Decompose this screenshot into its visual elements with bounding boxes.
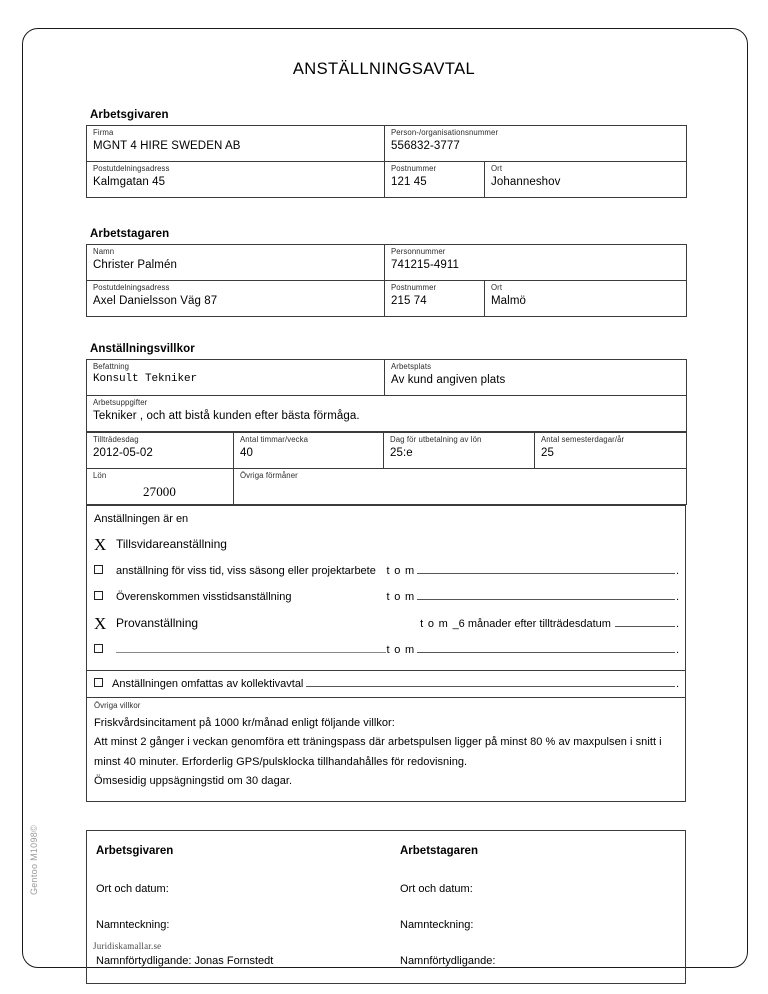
collective-fill-line[interactable] <box>306 677 675 687</box>
table-row <box>87 162 687 198</box>
footer-source: Juridiskamallar.se <box>93 941 162 951</box>
employer-place-date[interactable]: Ort och datum: <box>96 883 169 896</box>
tom-label: t o m <box>420 618 449 631</box>
startdate-label: Tillträdesdag <box>93 435 139 444</box>
startdate-value: 2012-05-02 <box>93 446 153 459</box>
employer-postcode-value: 121 45 <box>391 175 427 188</box>
tom-period: . <box>675 591 679 604</box>
tom-fill-line[interactable] <box>417 564 675 574</box>
duties-label: Arbetsuppgifter <box>93 398 148 407</box>
hours-cell <box>234 433 384 469</box>
employment-option-label: Tillsvidareanställning <box>116 537 227 552</box>
employer-address-label: Postutdelningsadress <box>93 164 170 173</box>
employment-option-row[interactable] <box>94 614 679 634</box>
employer-company-label: Firma <box>93 128 114 137</box>
checkbox-marker-x[interactable]: X <box>94 614 107 634</box>
employer-heading: Arbetsgivaren <box>90 109 169 121</box>
other-conditions-line: minst 40 minuter. Erforderlig GPS/pulsklocka tillhandahålles för redovisning. <box>94 755 468 768</box>
payday-label: Dag för utbetalning av lön <box>390 435 482 444</box>
employment-option-row[interactable] <box>94 590 679 603</box>
checkbox-unchecked[interactable] <box>94 678 103 687</box>
salary-label: Lön <box>93 471 107 480</box>
tom-label: t o m <box>386 591 415 604</box>
terms-table <box>86 359 687 432</box>
employer-company-value: MGNT 4 HIRE SWEDEN AB <box>93 139 241 152</box>
employee-ssn-cell <box>385 245 687 281</box>
terms-details-table <box>86 432 687 505</box>
employee-postcode-value: 215 74 <box>391 294 427 307</box>
signature-box <box>86 830 686 984</box>
employee-signature-column <box>386 845 685 967</box>
tom-fill-line[interactable] <box>615 617 675 627</box>
employee-name-label: Namn <box>93 247 115 256</box>
vacation-label: Antal semesterdagar/år <box>541 435 625 444</box>
employment-option-blank-line[interactable] <box>116 643 386 653</box>
employee-city-cell <box>485 281 687 317</box>
employee-address-value: Axel Danielsson Väg 87 <box>93 294 218 307</box>
tom-fill-line[interactable] <box>417 590 675 600</box>
payday-cell <box>384 433 535 469</box>
employment-option-row[interactable] <box>94 564 679 577</box>
employer-city-label: Ort <box>491 164 503 173</box>
vacation-cell <box>535 433 687 469</box>
employer-orgnr-cell <box>385 126 687 162</box>
employer-printed-name: Namnförtydligande: Jonas Fornstedt <box>96 955 274 968</box>
workplace-value: Av kund angiven plats <box>391 373 506 386</box>
employer-signature-heading: Arbetsgivaren <box>96 845 174 858</box>
salary-value: 27000 <box>143 483 176 499</box>
checkbox-unchecked[interactable] <box>94 644 116 656</box>
payday-value: 25:e <box>390 446 413 459</box>
employee-signature-line[interactable]: Namnteckning: <box>400 919 474 932</box>
tom-period: . <box>675 644 679 657</box>
tom-period: . <box>675 618 679 631</box>
employee-ssn-value: 741215-4911 <box>391 258 460 271</box>
table-row <box>87 360 687 396</box>
tom-fill-line[interactable] <box>417 643 675 653</box>
tom-period: . <box>675 565 679 578</box>
employment-type-intro: Anställningen är en <box>94 513 189 526</box>
employer-postcode-cell <box>385 162 485 198</box>
checkbox-unchecked[interactable] <box>94 565 116 577</box>
tom-label: t o m <box>386 565 415 578</box>
employee-printed-name: Namnförtydligande: <box>400 955 496 968</box>
employer-orgnr-value: 556832-3777 <box>391 139 460 152</box>
employee-address-label: Postutdelningsadress <box>93 283 170 292</box>
checkbox-unchecked[interactable] <box>94 591 116 603</box>
employee-name-value: Christer Palmén <box>93 258 177 271</box>
collective-agreement-row[interactable] <box>86 670 686 698</box>
other-conditions-line: Att minst 2 gånger i veckan genomföra ett träningspass där arbetspulsen ligger på minst 80 % av maxpulsen i snitt i <box>94 736 662 749</box>
employee-address-cell <box>87 281 385 317</box>
employee-heading: Arbetstagaren <box>90 228 170 240</box>
employer-city-value: Johanneshov <box>491 175 561 188</box>
document-content <box>86 0 686 984</box>
checkbox-marker-x[interactable]: X <box>94 535 107 555</box>
employer-company-cell <box>87 126 385 162</box>
employer-address-value: Kalmgatan 45 <box>93 175 166 188</box>
employee-table <box>86 244 687 317</box>
startdate-cell <box>87 433 234 469</box>
employment-option-tom <box>420 617 679 630</box>
employee-city-value: Malmö <box>491 294 527 307</box>
table-row <box>87 469 687 505</box>
employment-option-row[interactable] <box>94 535 679 555</box>
employment-option-tom <box>386 564 679 577</box>
benefits-label: Övriga förmåner <box>240 471 298 480</box>
benefits-cell <box>234 469 687 505</box>
other-conditions-box <box>86 698 686 802</box>
table-row <box>87 433 687 469</box>
tom-label: t o m <box>386 644 415 657</box>
employer-signature-line[interactable]: Namnteckning: <box>96 919 170 932</box>
employee-postcode-cell <box>385 281 485 317</box>
other-conditions-line: Friskvårdsincitament på 1000 kr/månad enligt följande villkor: <box>94 717 395 730</box>
employee-signature-heading: Arbetstagaren <box>400 845 478 858</box>
employer-orgnr-label: Person-/organisationsnummer <box>391 128 499 137</box>
table-row <box>87 126 687 162</box>
employment-option-tom <box>386 643 679 656</box>
duties-cell <box>87 396 687 432</box>
employment-option-label: Provanställning <box>116 616 199 631</box>
other-conditions-label: Övriga villkor <box>94 701 141 711</box>
employee-name-cell <box>87 245 385 281</box>
terms-heading: Anställningsvillkor <box>90 343 195 355</box>
employment-option-label: Överenskommen visstidsanställning <box>116 591 292 604</box>
table-row <box>87 396 687 432</box>
employer-postcode-label: Postnummer <box>391 164 437 173</box>
employment-option-tom <box>386 590 679 603</box>
employee-postcode-label: Postnummer <box>391 283 437 292</box>
employment-option-label: anställning för viss tid, viss säsong eller projektarbete <box>116 565 376 578</box>
employer-address-cell <box>87 162 385 198</box>
collective-period: . <box>675 678 679 691</box>
employee-city-label: Ort <box>491 283 503 292</box>
duties-value: Tekniker , och att bistå kunden efter bästa förmåga. <box>93 409 360 422</box>
tom-value: _6 månader efter tillträdesdatum <box>452 618 611 631</box>
collective-agreement-label: Anställningen omfattas av kollektivavtal <box>112 678 304 691</box>
page-title: ANSTÄLLNINGSAVTAL <box>292 60 476 78</box>
hours-label: Antal timmar/vecka <box>240 435 309 444</box>
position-cell <box>87 360 385 396</box>
employer-city-cell <box>485 162 687 198</box>
position-value: Konsult Tekniker <box>93 372 198 385</box>
workplace-label: Arbetsplats <box>391 362 432 371</box>
salary-cell <box>87 469 234 505</box>
side-watermark: Gentoo M1098© <box>29 824 39 896</box>
vacation-value: 25 <box>541 446 554 459</box>
employee-place-date[interactable]: Ort och datum: <box>400 883 473 896</box>
employment-option-row[interactable] <box>94 643 679 656</box>
other-conditions-line: Ömsesidig uppsägningstid om 30 dagar. <box>94 774 293 787</box>
employer-table <box>86 125 687 198</box>
table-row <box>87 281 687 317</box>
position-label: Befattning <box>93 362 130 371</box>
employment-type-box <box>86 505 686 670</box>
workplace-cell <box>385 360 687 396</box>
hours-value: 40 <box>240 446 253 459</box>
table-row <box>87 245 687 281</box>
employee-ssn-label: Personnummer <box>391 247 446 256</box>
